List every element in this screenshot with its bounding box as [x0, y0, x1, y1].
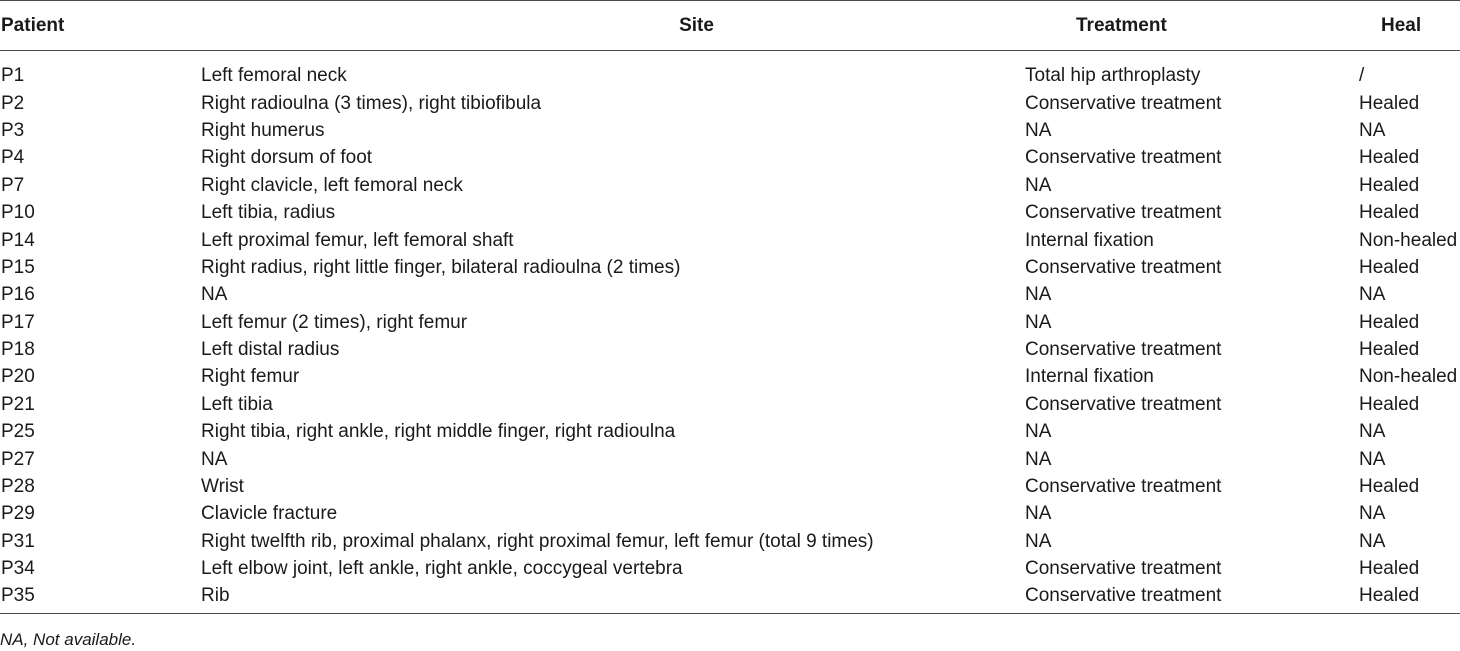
cell-treatment: Conservative treatment — [1025, 256, 1222, 278]
table-row — [0, 172, 1460, 199]
cell-patient: P10 — [1, 202, 35, 224]
cell-site: Right radioulna (3 times), right tibiofibula — [201, 92, 542, 114]
table-row — [0, 199, 1460, 226]
table-row — [0, 336, 1460, 363]
cell-treatment: NA — [1025, 284, 1052, 306]
cell-heal: Healed — [1359, 256, 1420, 278]
cell-heal: Healed — [1359, 558, 1420, 580]
cell-treatment: Conservative treatment — [1025, 202, 1222, 224]
table-row — [0, 117, 1460, 144]
cell-patient: P25 — [1, 421, 35, 443]
cell-treatment: NA — [1025, 119, 1052, 141]
cell-treatment: NA — [1025, 174, 1052, 196]
cell-treatment: NA — [1025, 503, 1052, 525]
cell-treatment: Conservative treatment — [1025, 92, 1222, 114]
cell-treatment: Conservative treatment — [1025, 339, 1222, 361]
cell-heal: NA — [1359, 503, 1386, 525]
cell-treatment: NA — [1025, 421, 1052, 443]
table-row — [0, 227, 1460, 254]
cell-heal: Healed — [1359, 202, 1420, 224]
header-site: Site — [200, 1, 1025, 51]
cell-site: Left femur (2 times), right femur — [201, 311, 468, 333]
cell-site: Left tibia — [201, 393, 273, 415]
cell-patient: P27 — [1, 448, 35, 470]
table-row — [0, 528, 1460, 555]
cell-treatment: Total hip arthroplasty — [1025, 65, 1201, 87]
cell-heal: NA — [1359, 284, 1386, 306]
cell-site: Right radius, right little finger, bilateral radioulna (2 times) — [201, 256, 681, 278]
cell-treatment: Internal fixation — [1025, 366, 1154, 388]
table-body — [0, 51, 1460, 614]
cell-site: Right femur — [201, 366, 300, 388]
cell-heal: NA — [1359, 119, 1386, 141]
cell-treatment: Conservative treatment — [1025, 476, 1222, 498]
cell-patient: P16 — [1, 284, 35, 306]
table-footnote: NA, Not available. — [0, 630, 137, 649]
cell-site: Left tibia, radius — [201, 202, 336, 224]
cell-patient: P4 — [1, 147, 25, 169]
table-row — [0, 254, 1460, 281]
table-row — [0, 391, 1460, 418]
cell-treatment: Internal fixation — [1025, 229, 1154, 251]
cell-patient: P17 — [1, 311, 35, 333]
cell-site: Right twelfth rib, proximal phalanx, right proximal femur, left femur (total 9 times) — [201, 530, 874, 552]
cell-patient: P15 — [1, 256, 35, 278]
cell-heal: Healed — [1359, 583, 1460, 614]
cell-heal: Healed — [1359, 92, 1420, 114]
cell-heal: Non-healed — [1359, 229, 1458, 251]
cell-patient: P20 — [1, 366, 35, 388]
cell-treatment: Conservative treatment — [1025, 393, 1222, 415]
cell-heal: Healed — [1359, 393, 1420, 415]
header-row — [0, 1, 1460, 51]
cell-heal: Healed — [1359, 147, 1420, 169]
header-treatment: Treatment — [1025, 1, 1359, 51]
table-row — [0, 501, 1460, 528]
header-heal: Heal — [1359, 1, 1460, 51]
cell-treatment: Conservative treatment — [1025, 558, 1222, 580]
cell-heal: / — [1359, 65, 1365, 87]
cell-patient: P7 — [1, 174, 25, 196]
table-header — [0, 1, 1460, 51]
cell-patient: P21 — [1, 393, 35, 415]
cell-heal: Non-healed — [1359, 366, 1458, 388]
cell-patient: P14 — [1, 229, 35, 251]
cell-site: Right clavicle, left femoral neck — [201, 174, 463, 196]
table-row — [0, 282, 1460, 309]
cell-site: Wrist — [201, 476, 244, 498]
cell-treatment: Conservative treatment — [1025, 583, 1359, 614]
cell-site: Right humerus — [201, 119, 325, 141]
cell-site: Rib — [200, 583, 1025, 614]
table-row — [0, 309, 1460, 336]
cell-site: Right dorsum of foot — [201, 147, 373, 169]
cell-patient: P31 — [1, 530, 35, 552]
cell-treatment: Conservative treatment — [1025, 147, 1222, 169]
cell-site: Right tibia, right ankle, right middle finger, right radioulna — [201, 421, 676, 443]
table-row — [0, 145, 1460, 172]
table-row — [0, 51, 1460, 90]
cell-patient: P18 — [1, 339, 35, 361]
cell-heal: Healed — [1359, 476, 1420, 498]
table-row — [0, 90, 1460, 117]
cell-heal: NA — [1359, 421, 1386, 443]
cell-heal: NA — [1359, 530, 1386, 552]
table-row — [0, 473, 1460, 500]
cell-treatment: NA — [1025, 311, 1052, 333]
cell-patient: P2 — [1, 92, 25, 114]
cell-patient: P29 — [1, 503, 35, 525]
cell-patient: P34 — [1, 558, 35, 580]
table-row — [0, 556, 1460, 583]
cell-patient: P3 — [1, 119, 25, 141]
cell-heal: Healed — [1359, 311, 1420, 333]
cell-heal: Healed — [1359, 174, 1420, 196]
cell-heal: Healed — [1359, 339, 1420, 361]
cell-site: Left proximal femur, left femoral shaft — [201, 229, 514, 251]
cell-heal: NA — [1359, 448, 1386, 470]
cell-site: NA — [201, 284, 228, 306]
cell-patient: P1 — [1, 65, 25, 87]
cell-site: NA — [201, 448, 228, 470]
cell-patient: P35 — [0, 583, 200, 614]
header-patient: Patient — [0, 1, 200, 51]
table-row — [0, 364, 1460, 391]
cell-site: Left femoral neck — [201, 65, 347, 87]
cell-treatment: NA — [1025, 530, 1052, 552]
cell-site: Left distal radius — [201, 339, 340, 361]
table-row — [0, 419, 1460, 446]
cell-site: Left elbow joint, left ankle, right ankle, coccygeal vertebra — [201, 558, 683, 580]
table-row — [0, 583, 1460, 614]
cell-treatment: NA — [1025, 448, 1052, 470]
cell-site: Clavicle fracture — [201, 503, 338, 525]
cell-patient: P28 — [1, 476, 35, 498]
table-row — [0, 446, 1460, 473]
